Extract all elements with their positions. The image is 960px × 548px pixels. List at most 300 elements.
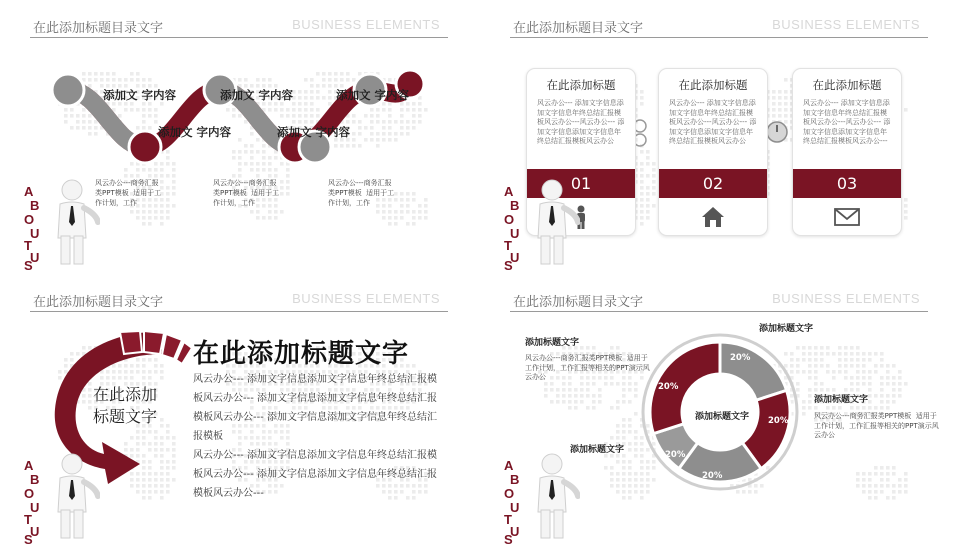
map-dot [844, 358, 848, 362]
map-dot [394, 198, 398, 202]
map-dot [166, 490, 170, 494]
map-dot [556, 388, 560, 392]
map-dot [640, 102, 644, 106]
map-dot [634, 448, 638, 452]
map-dot [388, 222, 392, 226]
wave-text-3: 风云办公---商务汇报 类PPT模板 适用于工 作计划，工作 [328, 179, 395, 207]
map-dot [610, 478, 614, 482]
map-dot [886, 382, 890, 386]
map-dot [616, 484, 620, 488]
map-dot [844, 370, 848, 374]
map-dot [868, 382, 872, 386]
map-dot [886, 484, 890, 488]
map-dot [268, 210, 272, 214]
map-dot [820, 382, 824, 386]
map-dot [628, 466, 632, 470]
map-dot [772, 96, 776, 100]
clock-connector-icon [765, 120, 789, 144]
map-dot [622, 460, 626, 464]
map-dot [544, 394, 548, 398]
about-us-letter: S [504, 532, 513, 547]
map-dot [610, 466, 614, 470]
about-us-letter: U [30, 250, 40, 265]
map-dot [640, 96, 644, 100]
map-dot [628, 388, 632, 392]
map-dot [880, 478, 884, 482]
map-dot [610, 346, 614, 350]
map-dot [280, 192, 284, 196]
card-number: 02 [702, 174, 724, 193]
about-us-figure [502, 452, 572, 547]
map-dot [784, 78, 788, 82]
map-dot [880, 472, 884, 476]
person-figure [40, 452, 100, 542]
map-dot [622, 472, 626, 476]
map-dot [826, 352, 830, 356]
map-dot [778, 102, 782, 106]
map-dot [616, 430, 620, 434]
map-dot [388, 216, 392, 220]
map-dot [172, 186, 176, 190]
map-dot [850, 364, 854, 368]
map-dot [640, 162, 644, 166]
map-dot [580, 400, 584, 404]
map-dot [646, 150, 650, 154]
slide-subtitle: BUSINESS ELEMENTS [292, 291, 440, 306]
map-dot [850, 346, 854, 350]
map-dot [886, 394, 890, 398]
slide-4 [480, 274, 960, 548]
map-dot [382, 216, 386, 220]
about-us-letter: U [510, 500, 520, 515]
map-dot [640, 168, 644, 172]
map-dot [904, 472, 908, 476]
header-divider [510, 37, 928, 38]
map-dot [616, 382, 620, 386]
map-dot [400, 204, 404, 208]
map-dot [892, 376, 896, 380]
callout-title: 添加标题文字 [759, 324, 814, 334]
map-dot [622, 490, 626, 494]
map-dot [154, 490, 158, 494]
map-dot [640, 192, 644, 196]
segment-label-3: 20% [702, 471, 723, 481]
map-dot [634, 442, 638, 446]
map-dot [820, 352, 824, 356]
map-dot [382, 210, 386, 214]
map-dot [904, 484, 908, 488]
map-dot [856, 484, 860, 488]
map-dot [892, 382, 896, 386]
map-dot [808, 376, 812, 380]
map-dot [880, 388, 884, 392]
map-dot [418, 216, 422, 220]
map-dot [826, 364, 830, 368]
person-figure [40, 178, 100, 268]
about-us-letter: A [24, 458, 34, 473]
map-dot [136, 490, 140, 494]
map-dot [850, 382, 854, 386]
map-dot [424, 198, 428, 202]
map-dot [886, 478, 890, 482]
map-dot [904, 478, 908, 482]
map-dot [394, 222, 398, 226]
map-dot [820, 358, 824, 362]
map-dot [826, 370, 830, 374]
map-dot [874, 496, 878, 500]
map-dot [646, 198, 650, 202]
map-dot [550, 382, 554, 386]
map-dot [892, 466, 896, 470]
map-dot [838, 364, 842, 368]
map-dot [610, 436, 614, 440]
map-dot [412, 222, 416, 226]
map-dot [418, 204, 422, 208]
map-dot [160, 210, 164, 214]
map-dot [880, 364, 884, 368]
map-dot [628, 490, 632, 494]
section-big-title: 在此添加标题文字 [193, 339, 410, 369]
map-dot [160, 222, 164, 226]
about-us-letter: U [510, 524, 520, 539]
map-dot [568, 400, 572, 404]
map-dot [592, 394, 596, 398]
map-dot [424, 216, 428, 220]
about-us-letter: O [504, 486, 515, 501]
map-dot [844, 376, 848, 380]
map-dot [880, 382, 884, 386]
map-dot [634, 388, 638, 392]
map-dot [868, 358, 872, 362]
map-dot [562, 388, 566, 392]
map-dot [856, 376, 860, 380]
map-dot [652, 174, 656, 178]
map-dot [892, 484, 896, 488]
map-dot [814, 346, 818, 350]
map-dot [856, 382, 860, 386]
about-us-letter: S [504, 258, 513, 273]
segment-label-5: 20% [658, 382, 679, 392]
header-divider [30, 37, 448, 38]
map-dot [280, 186, 284, 190]
map-dot [646, 174, 650, 178]
map-dot [388, 210, 392, 214]
map-dot [142, 216, 146, 220]
map-dot [424, 204, 428, 208]
map-dot [880, 376, 884, 380]
about-us-letter: U [30, 500, 40, 515]
map-dot [640, 210, 644, 214]
map-dot [862, 490, 866, 494]
map-dot [868, 376, 872, 380]
map-dot [892, 394, 896, 398]
map-dot [166, 216, 170, 220]
slide-title: 在此添加标题目录文字 [33, 21, 164, 36]
about-us-letter: A [504, 184, 514, 199]
info-card-3 [792, 68, 902, 236]
map-dot [406, 204, 410, 208]
map-dot [628, 448, 632, 452]
map-dot [286, 192, 290, 196]
map-dot [586, 346, 590, 350]
map-dot [808, 370, 812, 374]
map-dot [616, 406, 620, 410]
wave-label-5: 添加文 字内容 [336, 88, 410, 102]
about-us-letter: O [24, 486, 35, 501]
map-dot [850, 406, 854, 410]
map-dot [148, 496, 152, 500]
map-dot [820, 364, 824, 368]
map-dot [256, 210, 260, 214]
map-dot [610, 472, 614, 476]
map-dot [898, 394, 902, 398]
map-dot [814, 406, 818, 410]
map-dot [652, 162, 656, 166]
map-dot [628, 472, 632, 476]
map-dot [784, 96, 788, 100]
person-figure [520, 178, 580, 268]
map-dot [856, 472, 860, 476]
map-dot [886, 364, 890, 368]
map-dot [148, 222, 152, 226]
map-dot [160, 496, 164, 500]
map-dot [820, 346, 824, 350]
card-body: 风云办公--- 添加文字信息添加文字信息年终总结汇报模板风云办公---风云办公--- 添加文字信息添加文字信息年终总结汇报模板风云办公 [669, 99, 757, 145]
map-dot [622, 496, 626, 500]
map-dot [880, 400, 884, 404]
map-dot [652, 192, 656, 196]
map-dot [898, 376, 902, 380]
map-dot [634, 484, 638, 488]
map-dot [862, 406, 866, 410]
map-dot [142, 210, 146, 214]
map-dot [286, 174, 290, 178]
map-dot [886, 472, 890, 476]
about-us-letter: B [510, 198, 520, 213]
card-body: 风云办公--- 添加文字信息添加文字信息年终总结汇报模板风云办公---风云办公--- 添加文字信息添加文字信息年终总结汇报模板风云办公 [537, 99, 625, 145]
about-us-letter: T [504, 238, 512, 253]
map-dot [892, 496, 896, 500]
map-dot [802, 412, 806, 416]
map-dot [628, 400, 632, 404]
map-dot [874, 406, 878, 410]
map-dot [604, 382, 608, 386]
map-dot [640, 216, 644, 220]
slide-subtitle: BUSINESS ELEMENTS [772, 17, 920, 32]
map-dot [154, 210, 158, 214]
map-dot [286, 186, 290, 190]
map-dot [904, 108, 908, 112]
map-dot [886, 496, 890, 500]
map-dot [622, 418, 626, 422]
map-dot [154, 216, 158, 220]
map-dot [856, 406, 860, 410]
map-dot [826, 406, 830, 410]
map-dot [628, 478, 632, 482]
about-us-letter: S [24, 532, 33, 547]
callout-title: 添加标题文字 [525, 338, 580, 348]
wave-chain-graphic [40, 62, 440, 172]
map-dot [610, 406, 614, 410]
map-dot [616, 424, 620, 428]
map-dot [406, 198, 410, 202]
map-dot [898, 490, 902, 494]
map-dot [592, 406, 596, 410]
map-dot [616, 436, 620, 440]
map-dot [778, 114, 782, 118]
segment-label-2: 20% [768, 416, 789, 426]
map-dot [802, 346, 806, 350]
map-dot [898, 382, 902, 386]
map-dot [622, 430, 626, 434]
map-dot [874, 352, 878, 356]
about-us-letter: B [30, 472, 40, 487]
map-dot [604, 466, 608, 470]
map-dot [838, 370, 842, 374]
map-dot [556, 400, 560, 404]
map-dot [568, 382, 572, 386]
map-dot [652, 180, 656, 184]
map-dot [802, 406, 806, 410]
map-dot [904, 198, 908, 202]
map-dot [640, 204, 644, 208]
map-dot [568, 406, 572, 410]
home-icon [699, 204, 727, 230]
map-dot [808, 352, 812, 356]
slide-title: 在此添加标题目录文字 [33, 295, 164, 310]
map-dot [892, 400, 896, 404]
map-dot [874, 484, 878, 488]
map-dot [412, 198, 416, 202]
map-dot [406, 192, 410, 196]
map-dot [130, 210, 134, 214]
paragraph: 风云办公--- 添加文字信息添加文字信息年终总结汇报模板风云办公--- 添加文字信息添加文字信息年终总结汇报模板风云办公--- 添加文字信息添加文字信息年终总结汇报模板 [193, 374, 438, 442]
header-divider [30, 311, 448, 312]
map-dot [640, 496, 644, 500]
segment-label-4: 20% [665, 450, 686, 460]
map-dot [424, 210, 428, 214]
mail-icon [833, 204, 861, 230]
map-dot [142, 222, 146, 226]
map-dot [568, 394, 572, 398]
callout-text: 风云办公---商务汇报类PPT模板 适用于 工作计划，工作汇报等相关的PPT演示风 云办公 [814, 412, 939, 439]
map-dot [142, 490, 146, 494]
map-dot [808, 388, 812, 392]
map-dot [574, 406, 578, 410]
about-us-letter: U [30, 226, 40, 241]
map-dot [580, 388, 584, 392]
map-dot [166, 204, 170, 208]
map-dot [868, 352, 872, 356]
map-dot [850, 352, 854, 356]
map-dot [862, 382, 866, 386]
map-dot [574, 394, 578, 398]
map-dot [640, 150, 644, 154]
map-dot [862, 478, 866, 482]
map-dot [280, 210, 284, 214]
map-dot [862, 364, 866, 368]
map-dot [868, 484, 872, 488]
map-dot [778, 96, 782, 100]
map-dot [586, 388, 590, 392]
map-dot [640, 174, 644, 178]
map-dot [610, 484, 614, 488]
map-dot [166, 186, 170, 190]
slide-subtitle: BUSINESS ELEMENTS [772, 291, 920, 306]
map-dot [874, 472, 878, 476]
map-dot [622, 394, 626, 398]
map-dot [646, 162, 650, 166]
map-dot [886, 376, 890, 380]
map-dot [622, 400, 626, 404]
about-us-letter: T [24, 512, 32, 527]
map-dot [814, 358, 818, 362]
map-dot [280, 180, 284, 184]
map-dot [628, 418, 632, 422]
map-dot [622, 382, 626, 386]
map-dot [160, 216, 164, 220]
map-dot [148, 216, 152, 220]
map-dot [640, 186, 644, 190]
map-dot [832, 352, 836, 356]
map-dot [778, 90, 782, 94]
map-dot [880, 484, 884, 488]
about-us-letter: S [24, 258, 33, 273]
map-dot [544, 382, 548, 386]
map-dot [634, 490, 638, 494]
arrow-caption: 在此添加 标题文字 [92, 385, 157, 426]
map-dot [562, 394, 566, 398]
slide-subtitle: BUSINESS ELEMENTS [292, 17, 440, 32]
map-dot [628, 484, 632, 488]
map-dot [646, 192, 650, 196]
map-dot [874, 364, 878, 368]
about-us-letter: B [30, 198, 40, 213]
person-figure [520, 452, 580, 542]
map-dot [394, 210, 398, 214]
map-dot [568, 388, 572, 392]
map-dot [886, 400, 890, 404]
map-dot [862, 370, 866, 374]
map-dot [172, 192, 176, 196]
map-dot [616, 472, 620, 476]
map-dot [868, 406, 872, 410]
map-dot [622, 466, 626, 470]
map-dot [880, 490, 884, 494]
map-dot [136, 216, 140, 220]
section-paragraphs [193, 370, 443, 503]
about-us-letter: T [504, 512, 512, 527]
about-us-letter: U [510, 250, 520, 265]
map-dot [634, 436, 638, 440]
map-dot [400, 210, 404, 214]
map-dot [400, 192, 404, 196]
map-dot [286, 180, 290, 184]
map-dot [844, 364, 848, 368]
map-dot [646, 210, 650, 214]
about-us-letter: O [504, 212, 515, 227]
map-dot [850, 358, 854, 362]
map-dot [166, 198, 170, 202]
map-dot [634, 430, 638, 434]
map-dot [580, 394, 584, 398]
map-dot [634, 412, 638, 416]
map-dot [610, 382, 614, 386]
callout-text: 风云办公---商务汇报类PPT模板 适用于 工作计划，工作汇报等相关的PPT演示风 云办公 [525, 354, 650, 381]
callout-title: 添加标题文字 [570, 445, 625, 455]
map-dot [808, 364, 812, 368]
about-us-figure [22, 178, 92, 273]
